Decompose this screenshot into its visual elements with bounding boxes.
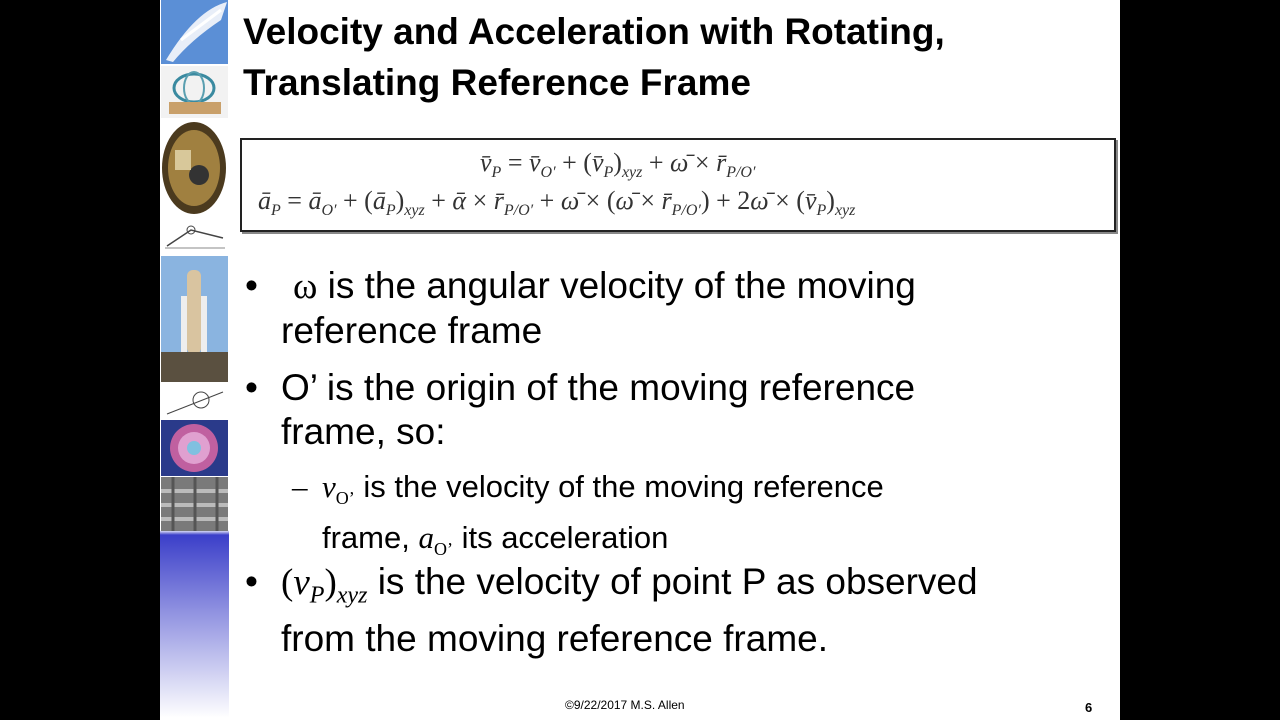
a-symbol: a: [418, 520, 434, 556]
bullet-origin: [245, 366, 1105, 456]
footer-copyright: ©9/22/2017 M.S. Allen: [565, 698, 685, 712]
v-subscript: O’: [335, 488, 355, 509]
sub-bullet-origin-velocity: [292, 467, 1112, 560]
sub-bullet-text: [322, 467, 1112, 569]
bullet-line: frame, so:: [281, 411, 446, 452]
title-line-1: Velocity and Acceleration with Rotating,: [243, 11, 945, 52]
microstructure-image: [161, 477, 228, 531]
bullet-dot: •: [245, 561, 258, 602]
sub-bullet-line: [322, 467, 1112, 518]
flying-creature-image: [161, 0, 228, 64]
relative-velocity-symbol: $(v_P)_{xyz}$: [281, 562, 368, 609]
bullet-text: [281, 264, 1101, 353]
bullet-dot: •: [245, 265, 258, 306]
velocity-equation-glyphs: [480, 148, 481, 149]
omega-symbol: ω: [293, 266, 318, 307]
page-number: 6: [1085, 700, 1093, 715]
sub-bullet-line-text: is the velocity of the moving reference: [354, 469, 884, 504]
slide: [160, 0, 1120, 720]
bullet-line-text: is the angular velocity of the moving: [317, 265, 916, 306]
bullet-text: [281, 560, 1101, 661]
bullet-line: O’ is the origin of the moving reference: [281, 367, 916, 408]
bullet-text: [281, 366, 1101, 454]
bullet-dot: •: [245, 367, 258, 408]
velocity-equation: [480, 148, 755, 182]
bullet-line: reference frame: [281, 310, 543, 351]
v-symbol: v: [322, 469, 336, 504]
clock-mechanism-image: [161, 120, 228, 215]
gyroscope-image: [161, 66, 228, 118]
a-subscript: O’: [433, 539, 453, 560]
xyz-subscript: xyz: [336, 582, 368, 609]
sub-bullet-line-text: its acceleration: [452, 520, 669, 556]
acceleration-equation-text: $ā_P$ = $ā_{O'}$ + $(ā_P)_{xyz}$ + ᾱ × $r̄_{P/O'}$ + ω̄ × (ω̄ × $r̄_{P/O'}$) + 2ω̄ × $(v̄_P)_{xyz}$: [258, 186, 856, 220]
space-shuttle-image: [161, 256, 228, 382]
sidebar-image-strip: [160, 0, 229, 720]
bullet-angular-velocity: [245, 264, 1105, 354]
slide-title: [243, 6, 1113, 108]
sub-bullet-dash: –: [292, 469, 308, 504]
acceleration-equation: [258, 186, 855, 220]
bullet-line: [281, 560, 1101, 617]
mandala-pattern-image: [161, 420, 228, 476]
sub-bullet-line-text: frame,: [322, 520, 419, 556]
equation-box: [240, 138, 1116, 232]
bullet-line: [281, 264, 1101, 309]
v-symbol: v: [293, 562, 310, 603]
bullet-line-text: is the velocity of point P as observed: [367, 561, 978, 602]
velocity-equation-text: $v̄_P$ = $v̄_{O'}$ + $(v̄_P)_{xyz}$ + ω̄ × $r̄_{P/O'}$: [480, 148, 756, 182]
pendulum-diagram-image: [161, 216, 228, 254]
bullet-line: from the moving reference frame.: [281, 618, 828, 660]
mechanism-sketch-image: [161, 384, 228, 418]
bullet-relative-velocity: [245, 560, 1105, 660]
p-subscript: P: [309, 582, 325, 609]
title-line-2: Translating Reference Frame: [243, 62, 751, 103]
